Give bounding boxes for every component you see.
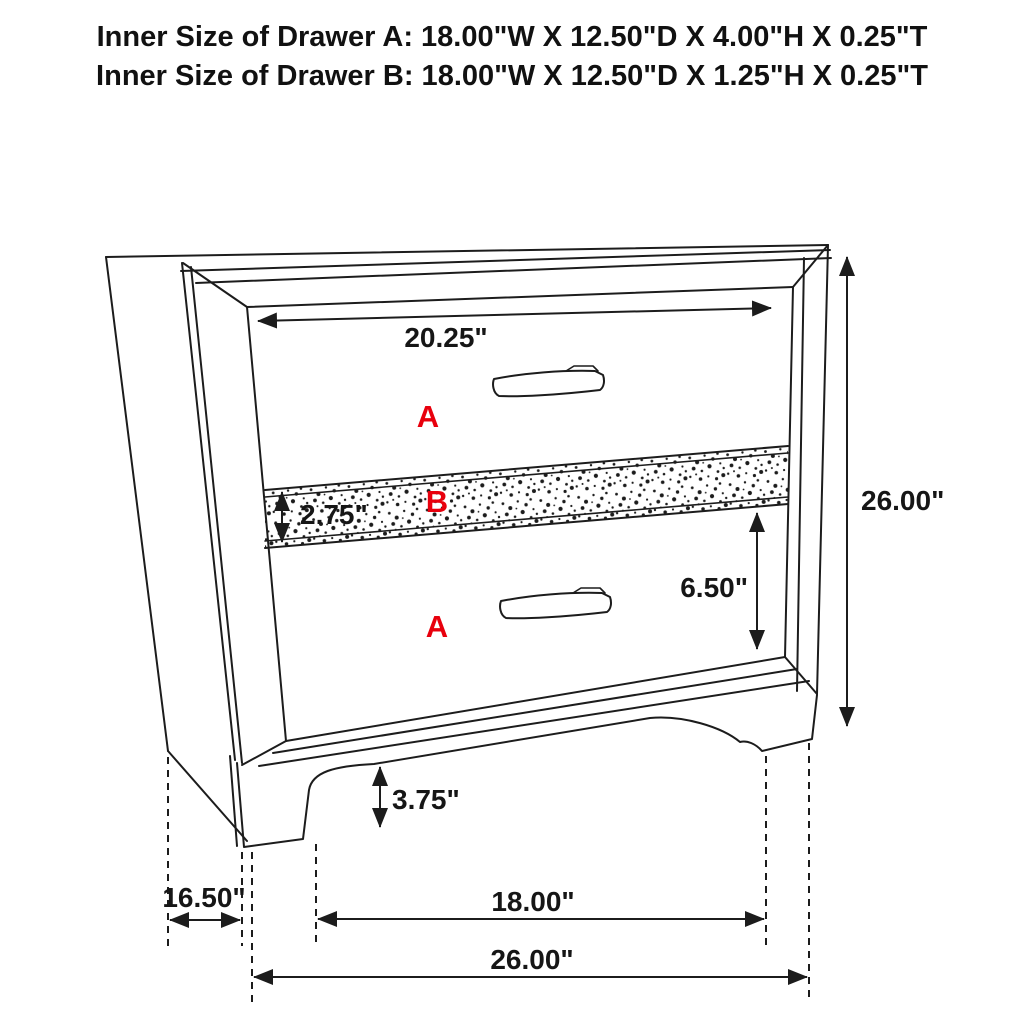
dim-overall-height — [847, 257, 944, 726]
dimension-label: 2.75" — [300, 499, 368, 530]
dim-inner-top-width — [258, 308, 771, 353]
dimension-label: 16.50" — [162, 882, 246, 913]
drawer-b-inner-size-text: Inner Size of Drawer B: 18.00"W X 12.50"D X 1.25"H X 0.25"T — [96, 60, 928, 92]
dim-lower-drawer-height — [680, 513, 757, 649]
frame-miter-bottom-left — [242, 741, 286, 765]
cabinet-right-outer-edge — [817, 245, 828, 694]
dimension-label: 3.75" — [392, 784, 460, 815]
sparkle-band-fill — [265, 446, 788, 548]
dimension-label: 6.50" — [680, 572, 748, 603]
cabinet-right-inner-edge — [797, 258, 804, 691]
frame-bottom-outer-edge — [259, 681, 809, 766]
drawer-a-top-label: A — [416, 399, 440, 434]
side-panel-left-edge — [106, 257, 168, 751]
top-drawer-handle — [493, 366, 604, 396]
front-left-post-outer — [182, 263, 235, 760]
left-foot-side-edge — [230, 756, 237, 846]
dim-overall-width — [254, 944, 807, 977]
dim-side-depth — [162, 882, 245, 920]
front-left-post-inner — [191, 267, 242, 763]
dimension-arrow — [258, 308, 771, 321]
cabinet-frame-top-edge — [196, 258, 831, 283]
sparkle-band-drawer-b — [265, 446, 788, 548]
cabinet-top-back-edge — [106, 245, 828, 257]
dimension-label: 26.00" — [490, 944, 574, 975]
drawer-a-bottom-label: A — [425, 609, 449, 644]
frame-miter-bottom-right — [785, 657, 817, 694]
dimension-label: 18.00" — [491, 886, 575, 917]
dim-feet-span — [318, 886, 764, 919]
dim-foot-height — [380, 767, 460, 827]
frame-bottom-mid-edge — [273, 669, 797, 753]
drawer-a-inner-size-text: Inner Size of Drawer A: 18.00"W X 12.50"D X 4.00"H X 0.25"T — [96, 21, 928, 53]
apron-and-feet-outline — [237, 695, 817, 847]
extension-lines — [168, 743, 809, 1002]
frame-opening-bottom-edge — [286, 657, 785, 741]
dimension-label: 26.00" — [861, 485, 945, 516]
frame-opening-top-edge — [247, 287, 793, 307]
bottom-drawer-handle — [500, 588, 611, 618]
dimension-label: 20.25" — [404, 322, 488, 353]
drawer-b-label: B — [425, 484, 449, 519]
